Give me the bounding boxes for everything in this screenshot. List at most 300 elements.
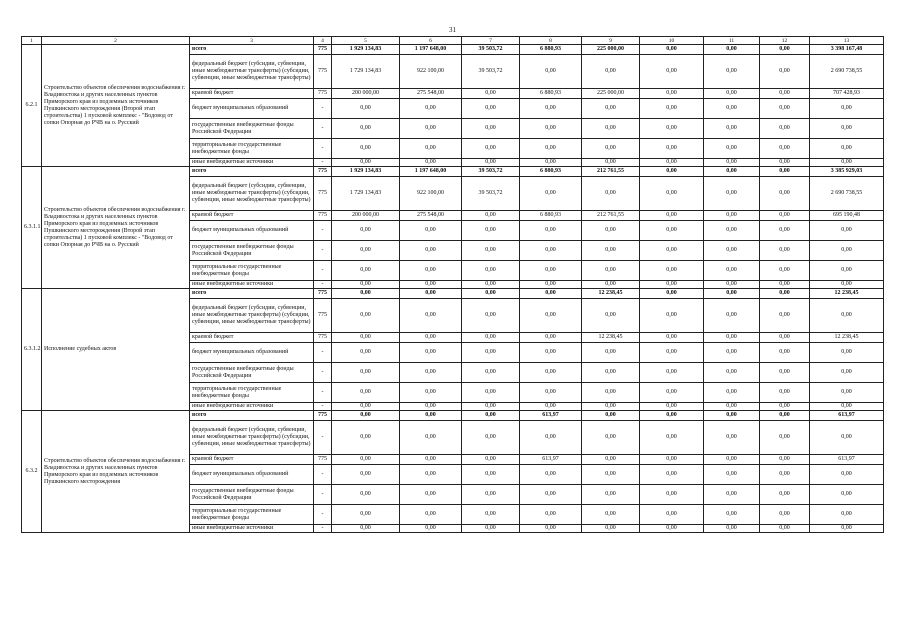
amount-cell: 200 000,00: [332, 89, 400, 99]
amount-cell: 0,00: [582, 343, 640, 363]
amount-cell: 613,97: [810, 455, 884, 465]
item-number: 6.3.1.2: [22, 289, 42, 411]
amount-cell: 2 690 738,55: [810, 177, 884, 211]
amount-cell: 225 000,00: [582, 89, 640, 99]
amount-cell: 0,00: [810, 99, 884, 119]
amount-cell: 0,00: [704, 363, 760, 383]
amount-cell: 0,00: [640, 525, 704, 533]
amount-cell: 0,00: [462, 505, 520, 525]
amount-cell: 0,00: [582, 241, 640, 261]
amount-cell: 12 238,45: [582, 289, 640, 299]
amount-cell: 0,00: [520, 343, 582, 363]
funding-source: иные внебюджетные источники: [190, 159, 314, 167]
amount-cell: 0,00: [640, 211, 704, 221]
column-number: 10: [640, 37, 704, 45]
amount-cell: 0,00: [332, 119, 400, 139]
budget-code: 775: [314, 55, 332, 89]
amount-cell: 0,00: [810, 119, 884, 139]
column-number: 6: [400, 37, 462, 45]
item-name: Исполнение судебных актов: [42, 289, 190, 411]
amount-cell: 0,00: [810, 343, 884, 363]
funding-source: территориальные государственные внебюджетные фонды: [190, 383, 314, 403]
amount-cell: 0,00: [704, 55, 760, 89]
amount-cell: 0,00: [704, 221, 760, 241]
amount-cell: 0,00: [462, 465, 520, 485]
amount-cell: 0,00: [704, 119, 760, 139]
funding-source: краевой бюджет: [190, 455, 314, 465]
column-number: 1: [22, 37, 42, 45]
amount-cell: 0,00: [400, 525, 462, 533]
amount-cell: 6 880,93: [520, 45, 582, 55]
column-number: 11: [704, 37, 760, 45]
funding-source: иные внебюджетные источники: [190, 525, 314, 533]
funding-source: краевой бюджет: [190, 333, 314, 343]
amount-cell: 0,00: [462, 281, 520, 289]
amount-cell: 0,00: [462, 363, 520, 383]
amount-cell: 1 729 134,83: [332, 55, 400, 89]
amount-cell: 0,00: [332, 261, 400, 281]
amount-cell: 0,00: [760, 411, 810, 421]
amount-cell: 0,00: [704, 167, 760, 177]
item-name: Строительство объектов обеспечения водоснабжения г. Владивостока и других населенных пунктов Приморского края из подземных источников Пушкинского месторождения (Второй этап строительства) 1 пусковой комплекс - "Водовод от сопки Опорная до РЧВ на о. Русский: [42, 45, 190, 167]
budget-table: [21, 36, 884, 533]
amount-cell: 0,00: [760, 89, 810, 99]
budget-code: 775: [314, 289, 332, 299]
budget-code: -: [314, 119, 332, 139]
amount-cell: 0,00: [760, 421, 810, 455]
amount-cell: 0,00: [582, 261, 640, 281]
amount-cell: 613,97: [520, 455, 582, 465]
amount-cell: 0,00: [400, 421, 462, 455]
amount-cell: 0,00: [520, 363, 582, 383]
amount-cell: 0,00: [582, 525, 640, 533]
amount-cell: 0,00: [400, 159, 462, 167]
amount-cell: 0,00: [582, 505, 640, 525]
budget-code: 775: [314, 89, 332, 99]
amount-cell: 0,00: [582, 465, 640, 485]
amount-cell: 0,00: [640, 241, 704, 261]
amount-cell: 1 929 134,83: [332, 45, 400, 55]
amount-cell: 0,00: [520, 159, 582, 167]
amount-cell: 1 929 134,83: [332, 167, 400, 177]
item-number: 6.3.1.1: [22, 167, 42, 289]
amount-cell: 0,00: [520, 177, 582, 211]
amount-cell: 1 197 648,00: [400, 167, 462, 177]
amount-cell: 0,00: [332, 289, 400, 299]
amount-cell: 6 880,93: [520, 167, 582, 177]
amount-cell: 0,00: [760, 505, 810, 525]
amount-cell: 0,00: [582, 221, 640, 241]
funding-source: государственные внебюджетные фонды Российской Федерации: [190, 363, 314, 383]
amount-cell: 0,00: [760, 167, 810, 177]
amount-cell: 0,00: [462, 421, 520, 455]
item-name: Строительство объектов обеспечения водоснабжения г. Владивостока и других населенных пунктов Приморского края из подземных источников Пушкинского месторождения: [42, 411, 190, 533]
amount-cell: 0,00: [520, 281, 582, 289]
amount-cell: 225 000,00: [582, 45, 640, 55]
amount-cell: 0,00: [810, 525, 884, 533]
amount-cell: 0,00: [810, 465, 884, 485]
amount-cell: 0,00: [760, 177, 810, 211]
amount-cell: 0,00: [332, 343, 400, 363]
amount-cell: 0,00: [760, 139, 810, 159]
amount-cell: 0,00: [332, 465, 400, 485]
amount-cell: 0,00: [462, 333, 520, 343]
amount-cell: 0,00: [520, 261, 582, 281]
amount-cell: 0,00: [704, 333, 760, 343]
amount-cell: 0,00: [704, 45, 760, 55]
amount-cell: 0,00: [462, 211, 520, 221]
amount-cell: 0,00: [462, 411, 520, 421]
column-number: 12: [760, 37, 810, 45]
amount-cell: 0,00: [400, 455, 462, 465]
amount-cell: 0,00: [704, 465, 760, 485]
amount-cell: 0,00: [640, 159, 704, 167]
amount-cell: 0,00: [332, 485, 400, 505]
amount-cell: 0,00: [520, 403, 582, 411]
amount-cell: 39 503,72: [462, 55, 520, 89]
budget-code: -: [314, 343, 332, 363]
amount-cell: 0,00: [760, 221, 810, 241]
amount-cell: 0,00: [704, 99, 760, 119]
amount-cell: 212 761,55: [582, 211, 640, 221]
amount-cell: 0,00: [640, 455, 704, 465]
amount-cell: 275 548,00: [400, 89, 462, 99]
budget-code: 775: [314, 45, 332, 55]
amount-cell: 0,00: [810, 241, 884, 261]
amount-cell: 0,00: [760, 55, 810, 89]
amount-cell: 0,00: [520, 505, 582, 525]
amount-cell: 0,00: [462, 159, 520, 167]
amount-cell: 0,00: [400, 333, 462, 343]
amount-cell: 0,00: [760, 159, 810, 167]
amount-cell: 275 548,00: [400, 211, 462, 221]
budget-code: 775: [314, 411, 332, 421]
amount-cell: 0,00: [582, 299, 640, 333]
table-row: [22, 167, 884, 177]
amount-cell: 0,00: [704, 289, 760, 299]
amount-cell: 0,00: [520, 383, 582, 403]
amount-cell: 0,00: [462, 221, 520, 241]
amount-cell: 0,00: [400, 299, 462, 333]
column-number: 8: [520, 37, 582, 45]
amount-cell: 0,00: [400, 505, 462, 525]
amount-cell: 0,00: [640, 55, 704, 89]
amount-cell: 0,00: [640, 299, 704, 333]
column-number: 4: [314, 37, 332, 45]
amount-cell: 0,00: [640, 99, 704, 119]
funding-source: краевой бюджет: [190, 211, 314, 221]
column-number: 7: [462, 37, 520, 45]
amount-cell: 0,00: [400, 289, 462, 299]
amount-cell: 0,00: [704, 241, 760, 261]
amount-cell: 0,00: [462, 403, 520, 411]
amount-cell: 0,00: [760, 343, 810, 363]
amount-cell: 0,00: [520, 55, 582, 89]
amount-cell: 0,00: [332, 455, 400, 465]
amount-cell: 0,00: [332, 221, 400, 241]
amount-cell: 0,00: [520, 299, 582, 333]
amount-cell: 0,00: [640, 167, 704, 177]
amount-cell: 0,00: [582, 281, 640, 289]
amount-cell: 12 238,45: [810, 333, 884, 343]
column-number: 2: [42, 37, 190, 45]
budget-code: -: [314, 465, 332, 485]
amount-cell: 0,00: [520, 465, 582, 485]
amount-cell: 0,00: [400, 119, 462, 139]
amount-cell: 0,00: [462, 139, 520, 159]
amount-cell: 0,00: [704, 139, 760, 159]
budget-code: -: [314, 525, 332, 533]
budget-code: -: [314, 403, 332, 411]
amount-cell: 200 000,00: [332, 211, 400, 221]
budget-code: -: [314, 363, 332, 383]
amount-cell: 0,00: [810, 139, 884, 159]
amount-cell: 0,00: [400, 343, 462, 363]
amount-cell: 0,00: [582, 159, 640, 167]
budget-code: 775: [314, 455, 332, 465]
amount-cell: 0,00: [704, 299, 760, 333]
funding-source: иные внебюджетные источники: [190, 281, 314, 289]
amount-cell: 0,00: [520, 525, 582, 533]
amount-cell: 0,00: [760, 525, 810, 533]
amount-cell: 0,00: [760, 99, 810, 119]
amount-cell: 0,00: [810, 299, 884, 333]
funding-source: бюджет муниципальных образований: [190, 343, 314, 363]
amount-cell: 0,00: [704, 211, 760, 221]
funding-source: бюджет муниципальных образований: [190, 99, 314, 119]
amount-cell: 0,00: [704, 485, 760, 505]
amount-cell: 0,00: [462, 289, 520, 299]
amount-cell: 0,00: [704, 343, 760, 363]
amount-cell: 0,00: [462, 89, 520, 99]
budget-code: 775: [314, 211, 332, 221]
funding-source: федеральный бюджет (субсидии, субвенции, иные межбюджетные трансферты) (субсидии, субвенции, иные межбюджетные трансферты): [190, 299, 314, 333]
amount-cell: 0,00: [810, 421, 884, 455]
amount-cell: 0,00: [520, 289, 582, 299]
funding-source: государственные внебюджетные фонды Российской Федерации: [190, 485, 314, 505]
amount-cell: 0,00: [332, 363, 400, 383]
budget-code: -: [314, 261, 332, 281]
amount-cell: 0,00: [400, 363, 462, 383]
table-body: [22, 37, 884, 533]
amount-cell: 0,00: [462, 299, 520, 333]
amount-cell: 3 398 167,48: [810, 45, 884, 55]
amount-cell: 0,00: [640, 119, 704, 139]
amount-cell: 0,00: [640, 363, 704, 383]
funding-source: иные внебюджетные источники: [190, 403, 314, 411]
amount-cell: 0,00: [332, 525, 400, 533]
amount-cell: 0,00: [704, 403, 760, 411]
budget-code: -: [314, 383, 332, 403]
page-number: 31: [449, 26, 456, 34]
amount-cell: 0,00: [332, 281, 400, 289]
amount-cell: 613,97: [810, 411, 884, 421]
funding-source: территориальные государственные внебюджетные фонды: [190, 505, 314, 525]
amount-cell: 0,00: [332, 299, 400, 333]
funding-source: всего: [190, 167, 314, 177]
funding-source: государственные внебюджетные фонды Российской Федерации: [190, 119, 314, 139]
amount-cell: 0,00: [704, 261, 760, 281]
budget-code: -: [314, 421, 332, 455]
amount-cell: 0,00: [400, 139, 462, 159]
amount-cell: 0,00: [462, 455, 520, 465]
amount-cell: 0,00: [462, 241, 520, 261]
item-number: 6.2.1: [22, 45, 42, 167]
amount-cell: 0,00: [582, 455, 640, 465]
amount-cell: 0,00: [520, 241, 582, 261]
amount-cell: 0,00: [760, 485, 810, 505]
amount-cell: 12 238,45: [582, 333, 640, 343]
amount-cell: 0,00: [400, 99, 462, 119]
amount-cell: 212 761,55: [582, 167, 640, 177]
amount-cell: 0,00: [640, 281, 704, 289]
funding-source: всего: [190, 411, 314, 421]
amount-cell: 3 385 929,03: [810, 167, 884, 177]
amount-cell: 0,00: [462, 525, 520, 533]
amount-cell: 0,00: [640, 177, 704, 211]
amount-cell: 0,00: [760, 211, 810, 221]
amount-cell: 0,00: [810, 363, 884, 383]
amount-cell: 0,00: [760, 333, 810, 343]
amount-cell: 0,00: [400, 281, 462, 289]
amount-cell: 0,00: [704, 455, 760, 465]
amount-cell: 0,00: [640, 411, 704, 421]
funding-source: всего: [190, 45, 314, 55]
amount-cell: 0,00: [582, 383, 640, 403]
amount-cell: 0,00: [810, 383, 884, 403]
amount-cell: 0,00: [582, 99, 640, 119]
amount-cell: 0,00: [520, 485, 582, 505]
budget-code: -: [314, 99, 332, 119]
amount-cell: 0,00: [400, 261, 462, 281]
amount-cell: 0,00: [332, 411, 400, 421]
amount-cell: 0,00: [704, 177, 760, 211]
column-number-row: [22, 37, 884, 45]
amount-cell: 0,00: [704, 159, 760, 167]
amount-cell: 0,00: [810, 505, 884, 525]
amount-cell: 0,00: [582, 139, 640, 159]
amount-cell: 0,00: [640, 421, 704, 455]
amount-cell: 0,00: [400, 485, 462, 505]
funding-source: федеральный бюджет (субсидии, субвенции, иные межбюджетные трансферты) (субсидии, субвенции, иные межбюджетные трансферты): [190, 177, 314, 211]
amount-cell: 0,00: [582, 177, 640, 211]
amount-cell: 922 100,00: [400, 177, 462, 211]
amount-cell: 0,00: [582, 411, 640, 421]
amount-cell: 0,00: [582, 403, 640, 411]
amount-cell: 0,00: [640, 289, 704, 299]
column-number: 3: [190, 37, 314, 45]
budget-code: -: [314, 505, 332, 525]
amount-cell: 0,00: [520, 99, 582, 119]
amount-cell: 0,00: [704, 421, 760, 455]
amount-cell: 1 729 134,83: [332, 177, 400, 211]
budget-code: 775: [314, 333, 332, 343]
funding-source: федеральный бюджет (субсидии, субвенции, иные межбюджетные трансферты) (субсидии, субвенции, иные межбюджетные трансферты): [190, 55, 314, 89]
amount-cell: 6 880,93: [520, 211, 582, 221]
amount-cell: 0,00: [704, 281, 760, 289]
amount-cell: 0,00: [400, 465, 462, 485]
amount-cell: 0,00: [640, 45, 704, 55]
amount-cell: 0,00: [760, 363, 810, 383]
amount-cell: 0,00: [582, 363, 640, 383]
column-number: 13: [810, 37, 884, 45]
column-number: 5: [332, 37, 400, 45]
amount-cell: 0,00: [332, 403, 400, 411]
amount-cell: 0,00: [400, 221, 462, 241]
amount-cell: 0,00: [640, 383, 704, 403]
amount-cell: 0,00: [462, 383, 520, 403]
amount-cell: 0,00: [332, 333, 400, 343]
amount-cell: 0,00: [332, 159, 400, 167]
amount-cell: 0,00: [582, 119, 640, 139]
amount-cell: 0,00: [520, 119, 582, 139]
amount-cell: 0,00: [640, 89, 704, 99]
amount-cell: 0,00: [332, 99, 400, 119]
amount-cell: 0,00: [810, 403, 884, 411]
amount-cell: 0,00: [640, 505, 704, 525]
amount-cell: 707 428,93: [810, 89, 884, 99]
amount-cell: 12 238,45: [810, 289, 884, 299]
table-row: [22, 411, 884, 421]
budget-code: 775: [314, 177, 332, 211]
amount-cell: 39 503,72: [462, 167, 520, 177]
item-number: 6.3.2: [22, 411, 42, 533]
amount-cell: 0,00: [760, 261, 810, 281]
amount-cell: 695 190,48: [810, 211, 884, 221]
amount-cell: 0,00: [332, 421, 400, 455]
budget-code: 775: [314, 167, 332, 177]
amount-cell: 0,00: [704, 89, 760, 99]
amount-cell: 0,00: [520, 333, 582, 343]
budget-code: -: [314, 139, 332, 159]
amount-cell: 0,00: [400, 241, 462, 261]
amount-cell: 0,00: [640, 333, 704, 343]
table-row: [22, 45, 884, 55]
amount-cell: 0,00: [400, 383, 462, 403]
amount-cell: 0,00: [760, 241, 810, 261]
column-number: 9: [582, 37, 640, 45]
amount-cell: 922 100,00: [400, 55, 462, 89]
funding-source: федеральный бюджет (субсидии, субвенции, иные межбюджетные трансферты) (субсидии, субвенции, иные межбюджетные трансферты): [190, 421, 314, 455]
amount-cell: 39 503,72: [462, 177, 520, 211]
amount-cell: 0,00: [400, 411, 462, 421]
amount-cell: 0,00: [640, 403, 704, 411]
budget-code: -: [314, 281, 332, 289]
amount-cell: 0,00: [760, 119, 810, 139]
amount-cell: 0,00: [760, 465, 810, 485]
amount-cell: 0,00: [400, 403, 462, 411]
table-row: [22, 289, 884, 299]
amount-cell: 0,00: [332, 505, 400, 525]
amount-cell: 0,00: [810, 485, 884, 505]
budget-code: -: [314, 159, 332, 167]
funding-source: территориальные государственные внебюджетные фонды: [190, 139, 314, 159]
amount-cell: 0,00: [332, 241, 400, 261]
amount-cell: 0,00: [462, 261, 520, 281]
budget-code: -: [314, 241, 332, 261]
amount-cell: 0,00: [760, 45, 810, 55]
amount-cell: 0,00: [640, 261, 704, 281]
amount-cell: 0,00: [332, 139, 400, 159]
amount-cell: 1 197 648,00: [400, 45, 462, 55]
amount-cell: 0,00: [462, 119, 520, 139]
item-name: Строительство объектов обеспечения водоснабжения г. Владивостока и других населенных пунктов Приморского края из подземных источников Пушкинского месторождения (Второй этап строительства) 1 пусковой комплекс - "Водовод от сопки Опорная до РЧВ на о. Русский: [42, 167, 190, 289]
amount-cell: 0,00: [760, 281, 810, 289]
amount-cell: 0,00: [462, 99, 520, 119]
amount-cell: 613,97: [520, 411, 582, 421]
amount-cell: 0,00: [582, 55, 640, 89]
amount-cell: 0,00: [582, 421, 640, 455]
